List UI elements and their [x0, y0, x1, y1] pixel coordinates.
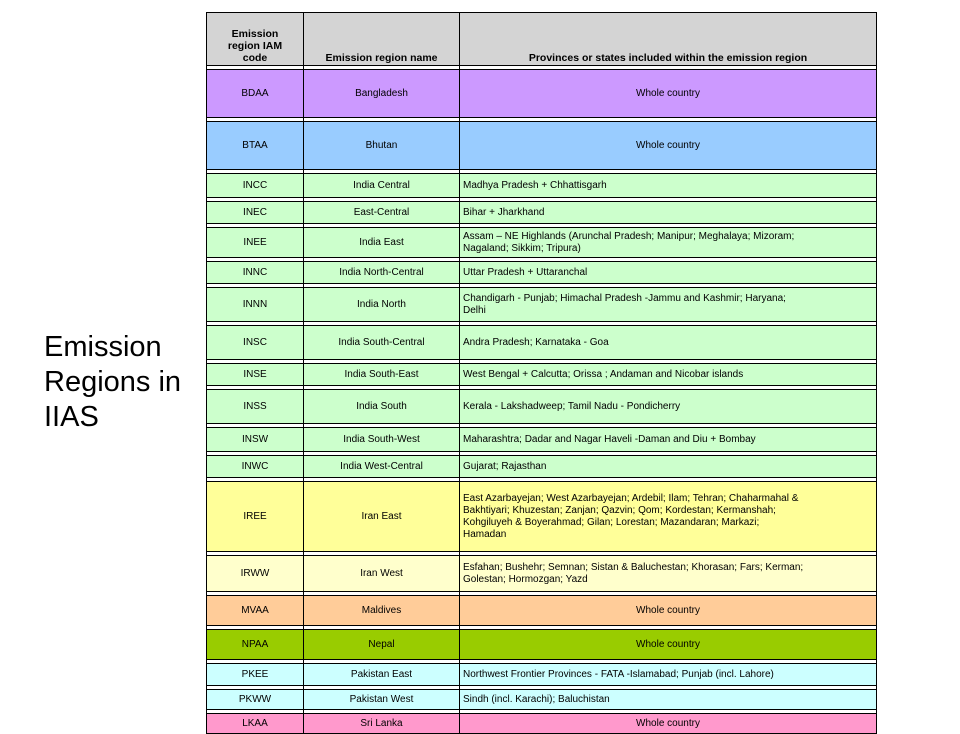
table-row [207, 714, 877, 734]
provinces-line: Whole country [636, 604, 700, 616]
provinces-line: Hamadan [463, 528, 507, 540]
header-code-line-1: Emission [231, 28, 279, 40]
provinces-cell [460, 428, 877, 452]
table-header-row [207, 13, 877, 66]
region-name-cell: India East [304, 228, 460, 258]
table-row [207, 556, 877, 592]
provinces-line: East Azarbayejan; West Azarbayejan; Ardebil; Ilam; Tehran; Chaharmahal & [463, 492, 799, 504]
provinces-line: Uttar Pradesh + Uttaranchal [463, 266, 588, 278]
provinces-line: Chandigarh - Punjab; Himachal Pradesh -Jammu and Kashmir; Haryana; [463, 292, 786, 304]
region-code-cell: INSC [207, 326, 304, 360]
provinces-line: Gujarat; Rajasthan [463, 460, 547, 472]
provinces-line: Kerala - Lakshadweep; Tamil Nadu - Pondicherry [463, 400, 681, 412]
provinces-cell [460, 456, 877, 478]
table-row [207, 690, 877, 710]
header-code-line-2: region IAM [227, 40, 283, 52]
region-code-cell: INSW [207, 428, 304, 452]
region-name-cell: India North [304, 288, 460, 322]
region-code-cell: INNN [207, 288, 304, 322]
table-row [207, 428, 877, 452]
region-name-cell: India South-West [304, 428, 460, 452]
provinces-cell [460, 70, 877, 118]
region-code-cell: INSE [207, 364, 304, 386]
provinces-line: Sindh (incl. Karachi); Baluchistan [463, 693, 610, 705]
region-code-cell: INCC [207, 174, 304, 198]
table-body [207, 66, 877, 734]
emission-regions-table [206, 12, 877, 734]
region-code-cell: BDAA [207, 70, 304, 118]
region-name-cell: Sri Lanka [304, 714, 460, 734]
region-name-cell: India South-Central [304, 326, 460, 360]
region-name-cell: Bangladesh [304, 70, 460, 118]
provinces-line: Nagaland; Sikkim; Tripura) [463, 242, 581, 254]
provinces-cell [460, 364, 877, 386]
provinces-cell [460, 326, 877, 360]
provinces-line: West Bengal + Calcutta; Orissa ; Andaman and Nicobar islands [463, 368, 744, 380]
provinces-line: Northwest Frontier Provinces - FATA -Islamabad; Punjab (incl. Lahore) [463, 668, 774, 680]
provinces-line: Whole country [636, 638, 700, 650]
table-row [207, 262, 877, 284]
region-code-cell: LKAA [207, 714, 304, 734]
region-code-cell: INWC [207, 456, 304, 478]
header-region-name: Emission region name [304, 13, 460, 66]
provinces-cell [460, 202, 877, 224]
provinces-line: Whole country [636, 717, 700, 729]
region-name-cell: Pakistan West [304, 690, 460, 710]
slide-title [44, 330, 204, 435]
header-provinces: Provinces or states included within the emission region [460, 13, 877, 66]
region-code-cell: NPAA [207, 630, 304, 660]
provinces-line: Esfahan; Bushehr; Semnan; Sistan & Baluchestan; Khorasan; Fars; Kerman; [463, 561, 804, 573]
region-code-cell: IREE [207, 482, 304, 552]
table-row [207, 70, 877, 118]
provinces-cell [460, 664, 877, 686]
table-row [207, 456, 877, 478]
table-row [207, 202, 877, 224]
header-code-line-3: code [242, 52, 268, 64]
region-name-cell: India Central [304, 174, 460, 198]
table-row [207, 596, 877, 626]
provinces-cell [460, 630, 877, 660]
region-code-cell: INNC [207, 262, 304, 284]
region-code-cell: PKWW [207, 690, 304, 710]
region-code-cell: BTAA [207, 122, 304, 170]
provinces-cell [460, 556, 877, 592]
region-code-cell: MVAA [207, 596, 304, 626]
table-row [207, 122, 877, 170]
table-row [207, 630, 877, 660]
provinces-line: Delhi [463, 304, 486, 316]
region-name-cell: India South-East [304, 364, 460, 386]
slide-title-line-3: IIAS [44, 401, 99, 433]
region-code-cell: INEC [207, 202, 304, 224]
provinces-cell [460, 596, 877, 626]
provinces-line: Kohgiluyeh & Boyerahmad; Gilan; Lorestan; Mazandaran; Markazi; [463, 516, 760, 528]
region-name-cell: Nepal [304, 630, 460, 660]
table-row [207, 228, 877, 258]
slide-title-line-2: Regions in [44, 366, 182, 398]
provinces-line: Bakhtiyari; Khuzestan; Zanjan; Qazvin; Qom; Kordestan; Kermanshah; [463, 504, 776, 516]
table-row [207, 482, 877, 552]
provinces-cell [460, 390, 877, 424]
provinces-cell [460, 228, 877, 258]
provinces-line: Whole country [636, 87, 700, 99]
region-name-cell: India North-Central [304, 262, 460, 284]
provinces-line: Andra Pradesh; Karnataka - Goa [463, 336, 609, 348]
table-row [207, 364, 877, 386]
provinces-cell [460, 482, 877, 552]
table-row [207, 288, 877, 322]
region-name-cell: India West-Central [304, 456, 460, 478]
region-code-cell: PKEE [207, 664, 304, 686]
provinces-cell [460, 714, 877, 734]
provinces-line: Maharashtra; Dadar and Nagar Haveli -Daman and Diu + Bombay [463, 433, 756, 445]
region-code-cell: INSS [207, 390, 304, 424]
provinces-cell [460, 288, 877, 322]
provinces-line: Whole country [636, 139, 700, 151]
region-name-cell: Iran East [304, 482, 460, 552]
header-code [207, 13, 304, 66]
table-row [207, 174, 877, 198]
table-row [207, 664, 877, 686]
region-name-cell: India South [304, 390, 460, 424]
provinces-line: Bihar + Jharkhand [463, 206, 545, 218]
provinces-line: Madhya Pradesh + Chhattisgarh [463, 179, 607, 191]
slide-title-line-1: Emission [44, 331, 162, 363]
region-name-cell: East-Central [304, 202, 460, 224]
provinces-cell [460, 122, 877, 170]
region-code-cell: IRWW [207, 556, 304, 592]
provinces-line: Assam – NE Highlands (Arunchal Pradesh; Manipur; Meghalaya; Mizoram; [463, 230, 795, 242]
region-name-cell: Iran West [304, 556, 460, 592]
region-code-cell: INEE [207, 228, 304, 258]
provinces-cell [460, 262, 877, 284]
table-row [207, 390, 877, 424]
provinces-cell [460, 174, 877, 198]
region-name-cell: Maldives [304, 596, 460, 626]
region-name-cell: Bhutan [304, 122, 460, 170]
provinces-cell [460, 690, 877, 710]
region-name-cell: Pakistan East [304, 664, 460, 686]
provinces-line: Golestan; Hormozgan; Yazd [463, 573, 588, 585]
table-row [207, 326, 877, 360]
